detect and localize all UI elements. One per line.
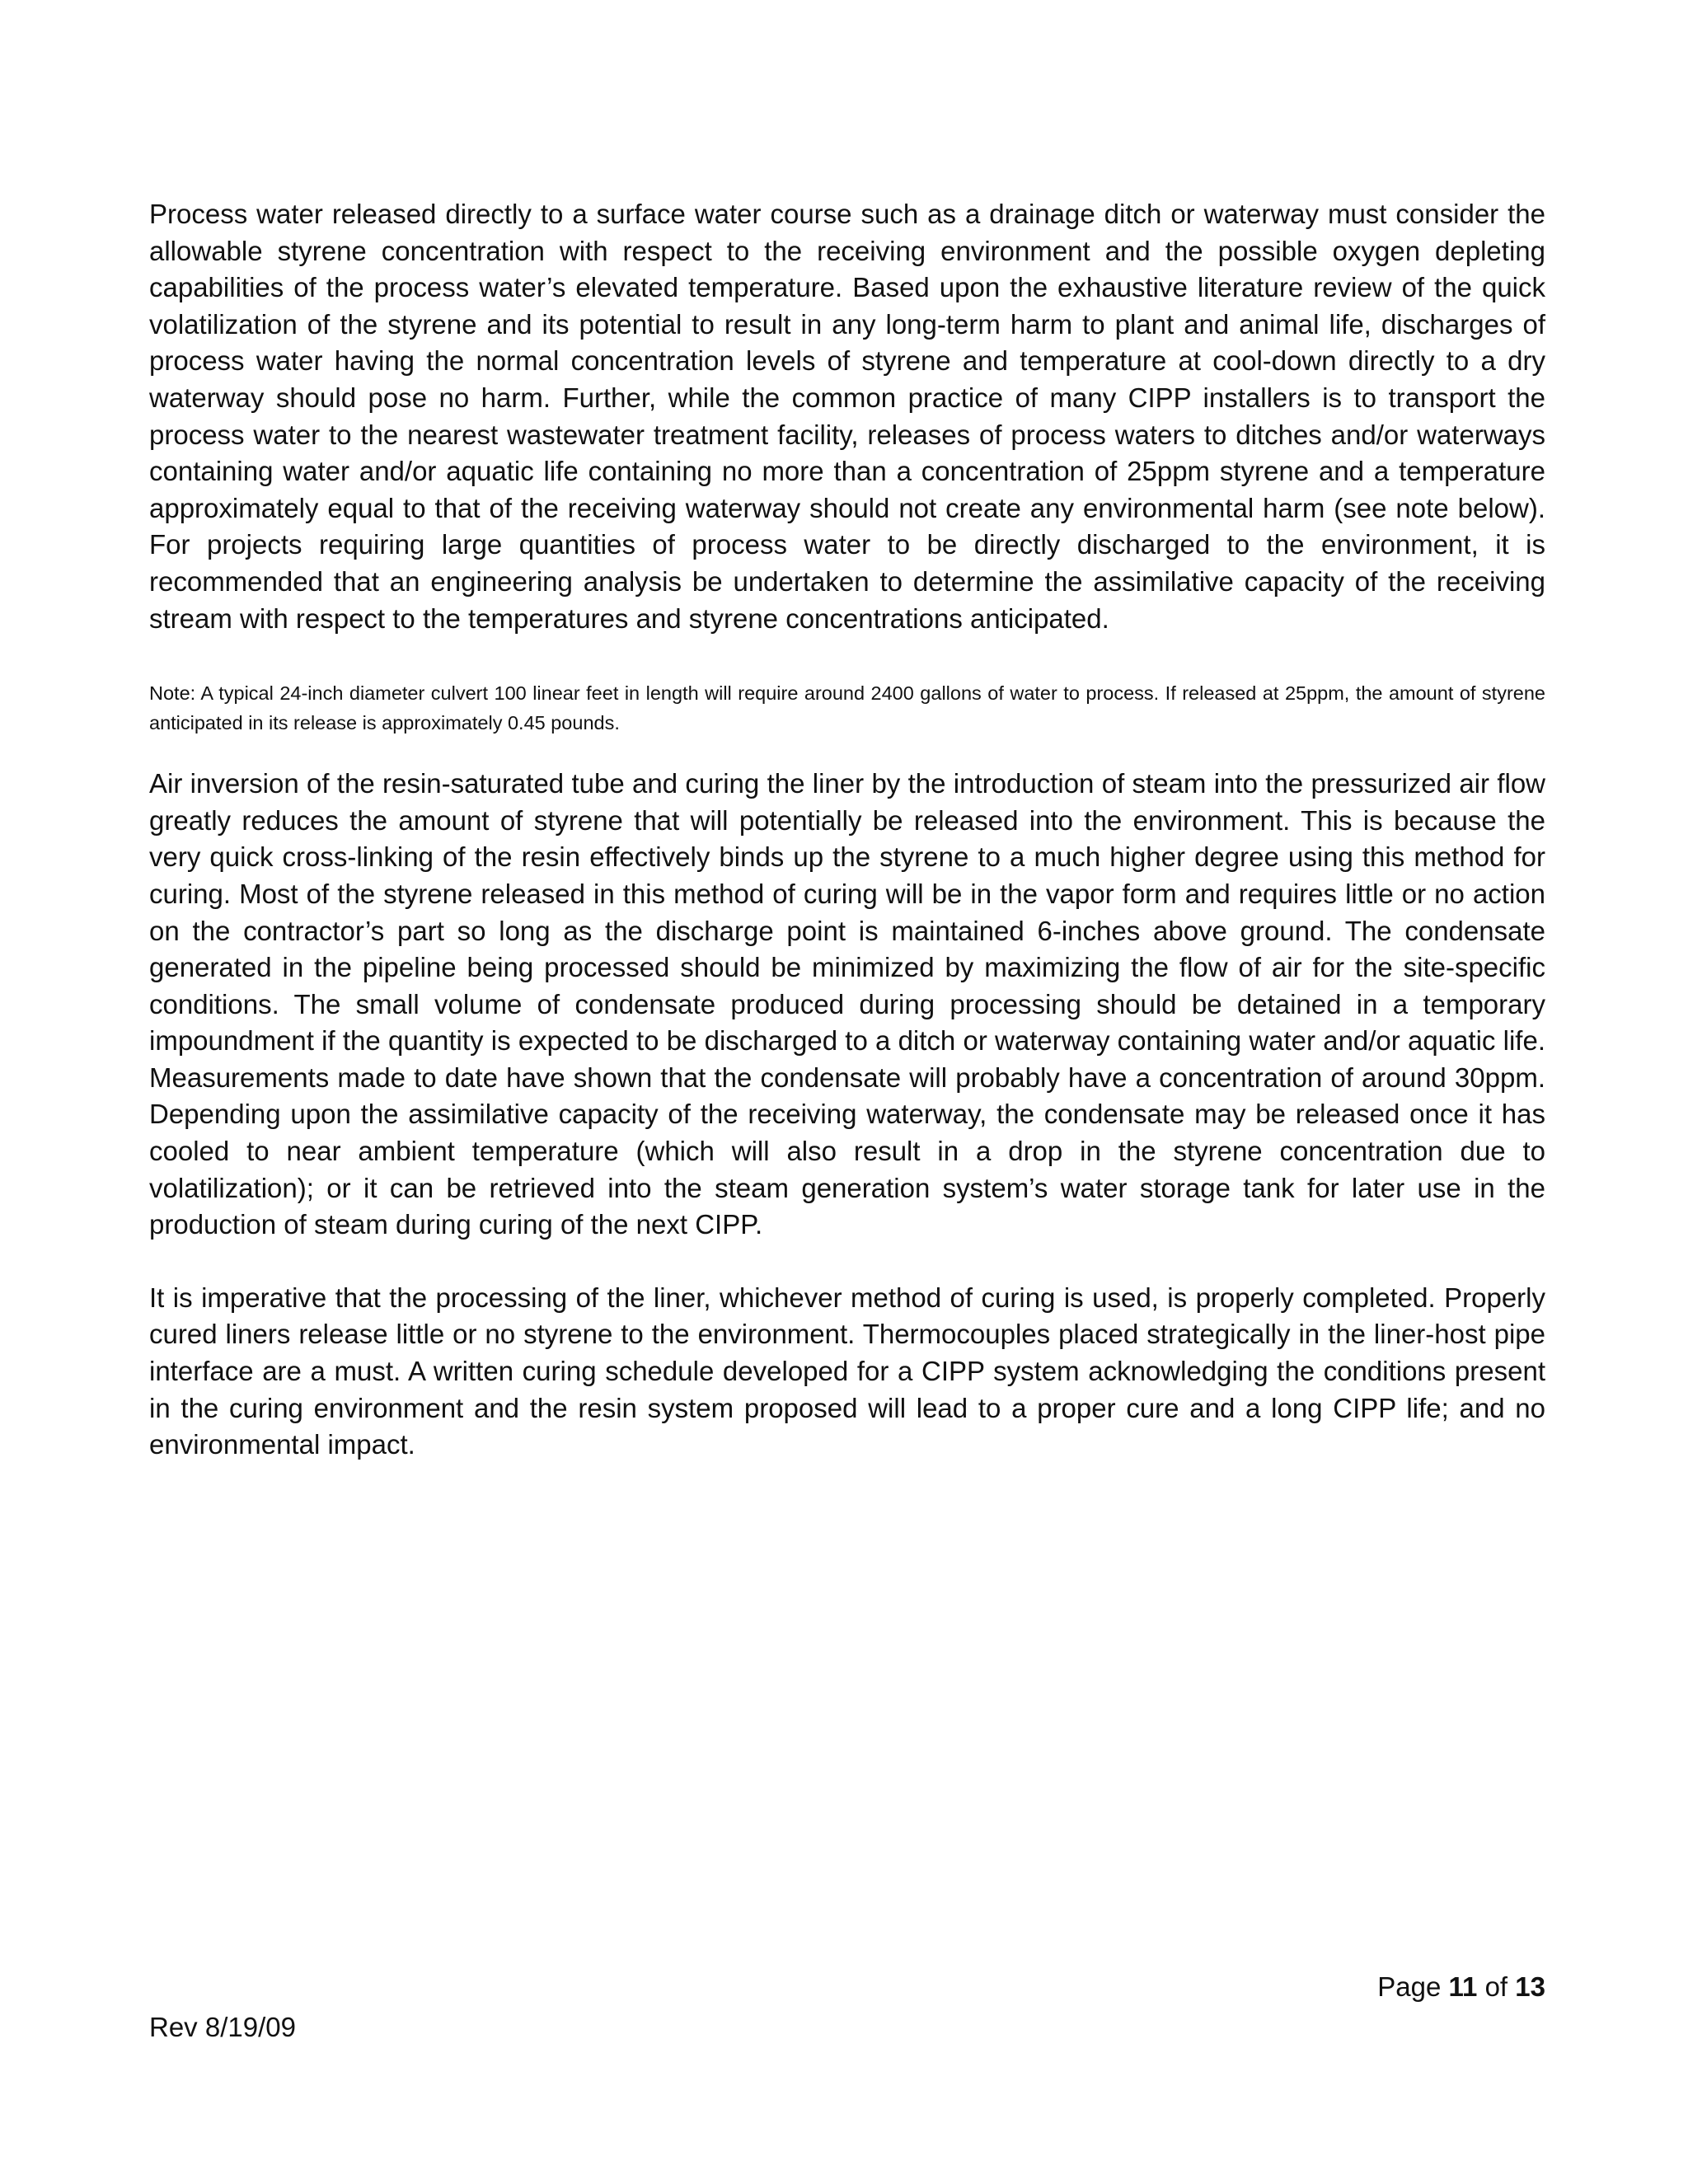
document-body	[149, 196, 1545, 1464]
current-page: 11	[1448, 1971, 1478, 2002]
page-label: Page	[1377, 1971, 1442, 2002]
body-paragraph-1: Process water released directly to a surface water course such as a drainage ditch or waterway must consider the allowable styrene concentration with respect to the receiving environment and the possible oxygen depleting capabilities of the process water’s elevated temperature. Based upon the exhaustive literature review of the quick volatilization of the styrene and its potential to result in any long-term harm to plant and animal life, discharges of process water having the normal concentration levels of styrene and temperature at cool-down directly to a dry waterway should pose no harm. Further, while the common practice of many CIPP installers is to transport the process water to the nearest wastewater treatment facility, releases of process waters to ditches and/or waterways containing water and/or aquatic life containing no more than a concentration of 25ppm styrene and a temperature approximately equal to that of the receiving waterway should not create any environmental harm (see note below). For projects requiring large quantities of process water to be directly discharged to the environment, it is recommended that an engineering analysis be undertaken to determine the assimilative capacity of the receiving stream with respect to the temperatures and styrene concentrations anticipated.	[149, 199, 1545, 634]
body-paragraph-2: Air inversion of the resin-saturated tube and curing the liner by the introduction of steam into the pressurized air flow greatly reduces the amount of styrene that will potentially be released into the environment. This is because the very quick cross-linking of the resin effectively binds up the styrene to a much higher degree using this method for curing. Most of the styrene released in this method of curing will be in the vapor form and requires little or no action on the contractor’s part so long as the discharge point is maintained 6-inches above ground. The condensate generated in the pipeline being processed should be minimized by maximizing the flow of air for the site-specific conditions. The small volume of condensate produced during processing should be detained in a temporary impoundment if the quantity is expected to be discharged to a ditch or waterway containing water and/or aquatic life. Measurements made to date have shown that the condensate will probably have a concentration of around 30ppm. Depending upon the assimilative capacity of the receiving waterway, the condensate may be released once it has cooled to near ambient temperature (which will also result in a drop in the styrene concentration due to volatilization); or it can be retrieved into the steam generation system’s water storage tank for later use in the production of steam during curing of the next CIPP.	[149, 768, 1545, 1240]
of-label: of	[1484, 1971, 1508, 2002]
page-number	[1377, 1969, 1545, 2005]
note-paragraph: Note: A typical 24-inch diameter culvert 100 linear feet in length will require around 2400 gallons of water to process. If released at 25ppm, the amount of styrene anticipated in its release is approximately 0.45 pounds.	[149, 682, 1545, 734]
total-pages: 13	[1515, 1971, 1545, 2002]
revision-date: Rev 8/19/09	[149, 2012, 296, 2042]
body-paragraph-3: It is imperative that the processing of the liner, whichever method of curing is used, is properly completed. Properly cured liners release little or no styrene to the environment. Thermocouples placed strategically in the liner-host pipe interface are a must. A written curing schedule developed for a CIPP system acknowledging the conditions present in the curing environment and the resin system proposed will lead to a proper cure and a long CIPP life; and no environmental impact.	[149, 1282, 1545, 1460]
